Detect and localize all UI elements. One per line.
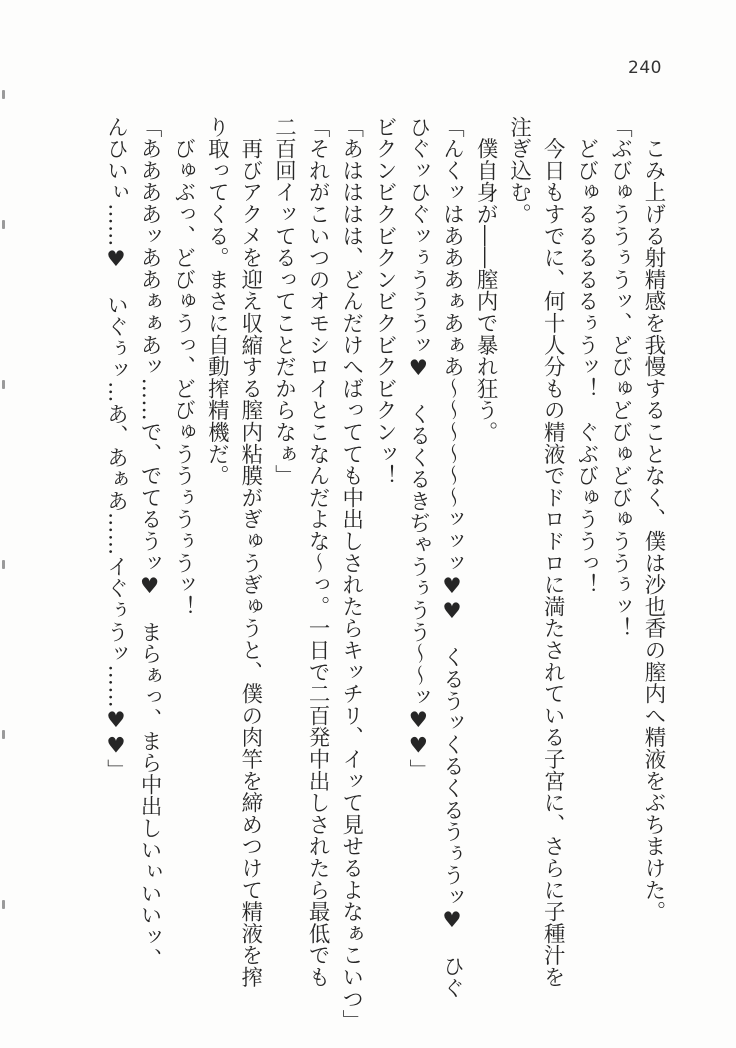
text-line: どびゅるるるるるぅうッ！ ぐぶびゅううっ！ (573, 116, 599, 596)
text-line: 「ああああッああぁぁあッ……で、でてるうッ♥ まらぁっ、まら中出しいぃいいッ、 (137, 116, 163, 970)
text-line: り取ってくる。まさに自動搾精機だ。 (204, 116, 230, 487)
text-line: 二百回イッてるってことだからなぁ」 (271, 116, 297, 487)
text-line: 「んくッはあああぁあぁあ～～～～～～ッッッ♥♥ くるうッくるくるうぅうッ♥ ひぐ (439, 116, 465, 999)
text-line: ビクンビクビクンビクビクビクンッ！ (372, 116, 398, 487)
novel-body-text (99, 116, 670, 1032)
text-line: んひいぃ……♥ いぐぅッ…あ、あぁあ……イぐぅうッ……♥♥」 (103, 116, 129, 781)
text-line: 「ぶびゅううぅうッ、どびゅどびゅどびゅううぅッ！ (607, 116, 633, 640)
text-line: 再びアクメを迎え収縮する膣内粘膜がぎゅうぎゅうと、僕の肉竿を締めつけて精液を搾 (237, 116, 263, 988)
text-line: 僕自身が――膣内で暴れ狂う。 (473, 116, 499, 443)
page-number: 240 (628, 58, 662, 78)
text-line: 「あはははは、どんだけへばってても中出しされたらキッチリ、イッて見せるよなぁこいつ」 (338, 116, 364, 1032)
text-line: 注ぎ込む。 (506, 116, 532, 225)
text-line: 「それがこいつのオモシロイとこなんだよな～っ。一日で二百発中出しされたら最低でも (305, 116, 331, 988)
text-line: びゅぶっ、どびゅうっ、どびゅううぅうぅうッ！ (170, 116, 196, 618)
text-line: 今日もすでに、何十人分もの精液でドロドロに満たされている子宮に、さらに子種汁を (540, 116, 566, 988)
page-edge-marks (2, 90, 8, 990)
text-line: ひぐッひぐッぅうううッ♥ くるくるきぢゃうぅうう～～ッ♥♥」 (405, 116, 431, 781)
text-line: こみ上げる射精感を我慢することなく、僕は沙也香の膣内へ精液をぶちまけた。 (641, 116, 666, 923)
